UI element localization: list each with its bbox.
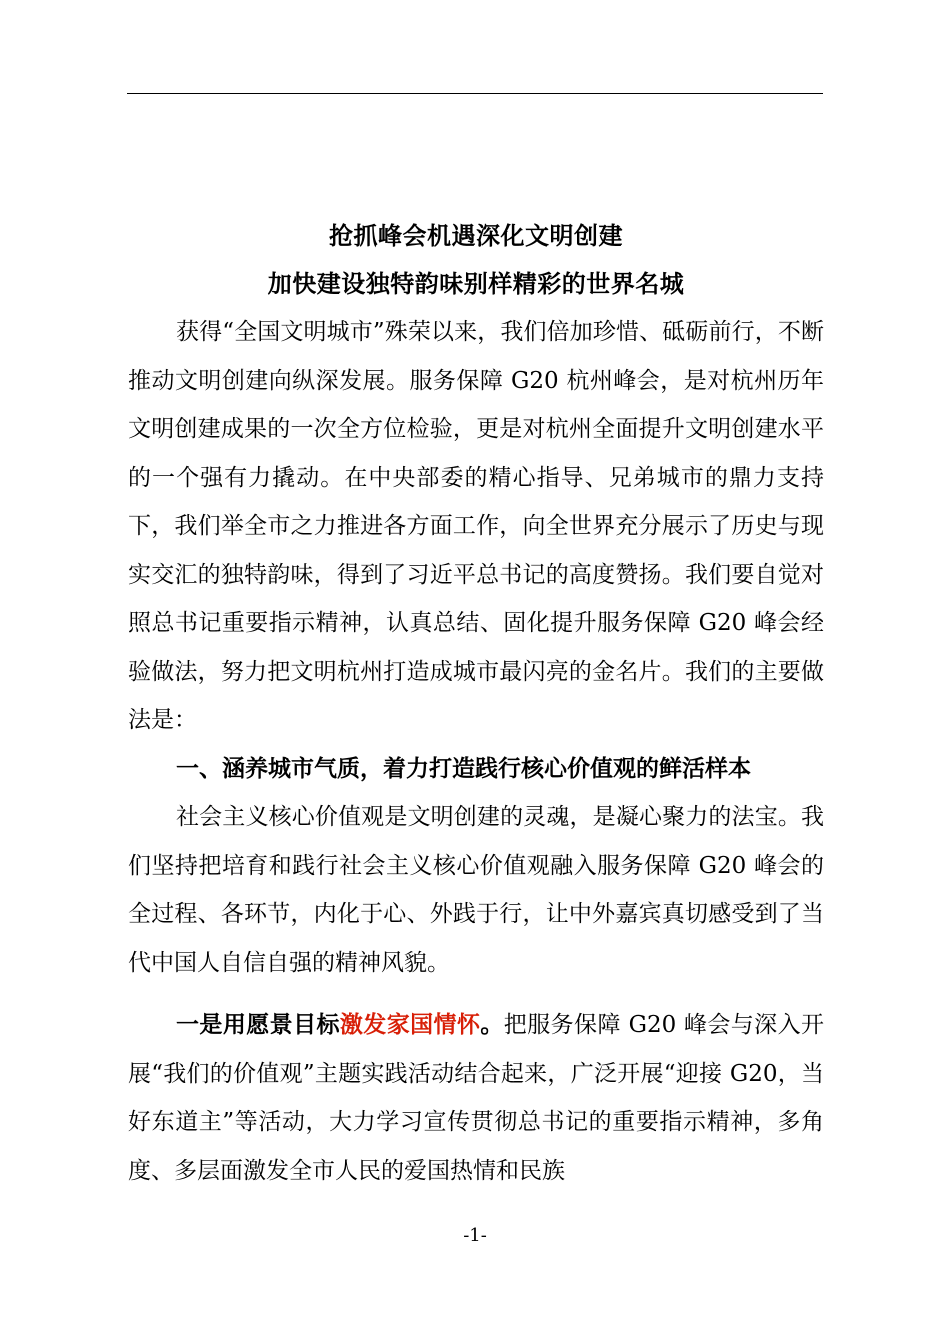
point-1-paragraph xyxy=(128,1001,824,1195)
point-1-lead: 一是用愿景目标 xyxy=(176,1011,340,1038)
header-rule xyxy=(127,93,823,94)
document-body xyxy=(128,212,824,1195)
document-title-line-2: 加快建设独特韵味别样精彩的世界名城 xyxy=(267,269,685,298)
document-title-line-1: 抢抓峰会机遇深化文明创建 xyxy=(329,221,623,250)
section-1-paragraph: 社会主义核心价值观是文明创建的灵魂，是凝心聚力的法宝。我们坚持把培育和践行社会主义核心价值观融入服务保障 G20 峰会的全过程、各环节，内化于心、外践于行，让中外嘉宾真切感受到了当代中国人自信自强的精神风貌。 xyxy=(128,804,824,976)
point-1-body: 把服务保障 G20 峰会与深入开展“我们的价值观”主题实践活动结合起来，广泛开展“迎接 G20，当好东道主”等活动，大力学习宣传贯彻总书记的重要指示精神，多角度、多层面激发全市人民的爱国热情和民族 xyxy=(128,1012,825,1184)
intro-paragraph: 获得“全国文明城市”殊荣以来，我们倍加珍惜、砥砺前行，不断推动文明创建向纵深发展。服务保障 G20 杭州峰会，是对杭州历年文明创建成果的一次全方位检验，更是对杭州全面提升文明创建水平的一个强有力撬动。在中央部委的精心指导、兄弟城市的鼎力支持下，我们举全市之力推进各方面工作，向全世界充分展示了历史与现实交汇的独特韵味，得到了习近平总书记的高度赞扬。我们要自觉对照总书记重要指示精神，认真总结、固化提升服务保障 G20 峰会经验做法，努力把文明杭州打造成城市最闪亮的金名片。我们的主要做法是： xyxy=(128,319,824,733)
page-number: -1- xyxy=(463,1225,487,1246)
point-1-highlight: 激发家国情怀 xyxy=(339,1011,481,1038)
point-1-punct: 。 xyxy=(480,1011,504,1038)
section-1-heading: 一、涵养城市气质，着力打造践行核心价值观的鲜活样本 xyxy=(176,754,751,782)
